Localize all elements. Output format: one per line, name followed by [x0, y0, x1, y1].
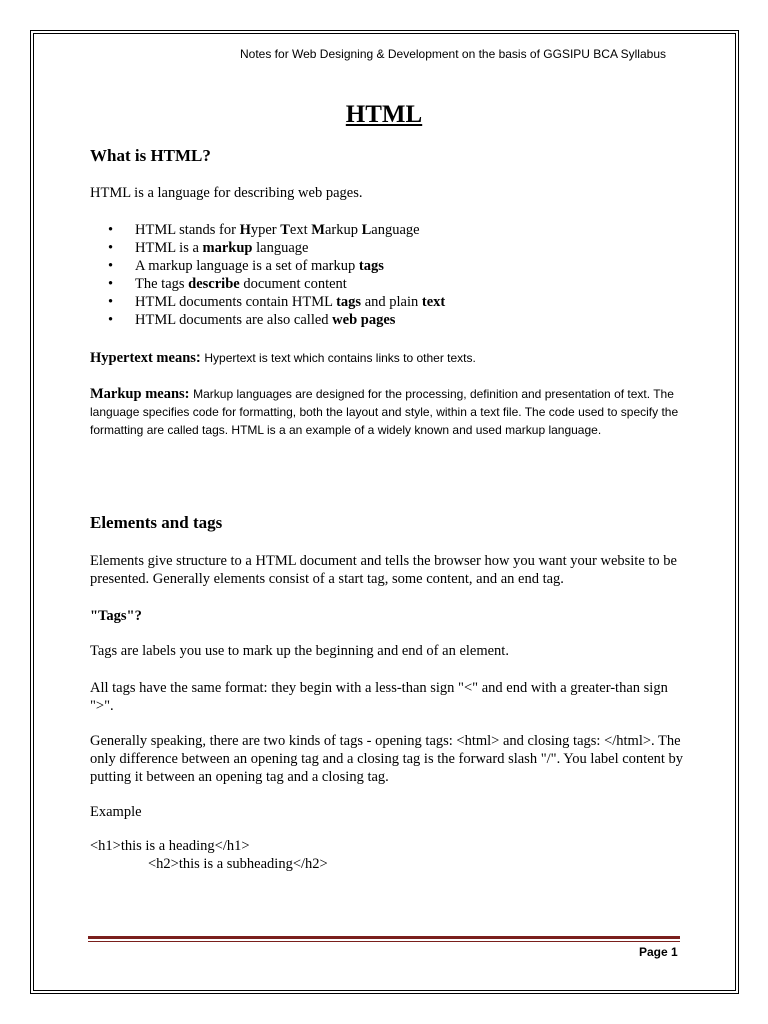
list-item: • HTML documents are also called web pages	[108, 311, 445, 329]
code-example	[90, 837, 690, 873]
feature-bullet-list	[108, 221, 445, 329]
hypertext-text: Hypertext is text which contains links to other texts.	[204, 351, 476, 365]
example-label: Example	[90, 804, 142, 820]
section-heading-what-is-html: What is HTML?	[90, 146, 211, 165]
hypertext-colon: :	[195, 350, 201, 366]
list-item: • HTML documents contain HTML tags and plain text	[108, 293, 445, 311]
section-heading-elements-and-tags: Elements and tags	[90, 513, 223, 532]
page-title: HTML	[345, 101, 423, 128]
intro-paragraph: HTML is a language for describing web pages.	[90, 185, 363, 201]
markup-label: Markup means:	[90, 386, 190, 402]
hypertext-label: Hypertext means	[90, 350, 196, 366]
header-note: Notes for Web Designing & Development on the basis of GGSIPU BCA Syllabus	[240, 47, 666, 61]
page-number: Page 1	[639, 945, 678, 959]
code-line-h1: <h1>this is a heading</h1>	[90, 838, 250, 854]
tags-kinds-paragraph: Generally speaking, there are two kinds of tags - opening tags: <html> and closing tags: </html>. The only difference between an opening tag and a closing tag is the forward slash "/". You label content by putting it between an opening tag and a closing tag.	[90, 733, 684, 785]
code-line-h2: <h2>this is a subheading</h2>	[148, 856, 328, 872]
tags-paragraph: Tags are labels you use to mark up the beginning and end of an element.	[90, 643, 509, 659]
list-item: • The tags describe document content	[108, 275, 445, 293]
list-item: • A markup language is a set of markup tags	[108, 257, 445, 275]
tags-format-paragraph: All tags have the same format: they begin with a less-than sign "<" and end with a greater-than sign ">".	[90, 680, 668, 714]
markup-definition	[90, 385, 688, 439]
footer-rule-thin	[88, 941, 680, 942]
tags-subheading: "Tags"?	[90, 608, 142, 624]
elements-paragraph: Elements give structure to a HTML document and tells the browser how you want your website to be presented. Generally elements consist of a start tag, some content, and an end tag.	[90, 553, 677, 587]
list-item: • HTML stands for Hyper Text Markup Language	[108, 221, 445, 239]
markup-text: Markup languages are designed for the processing, definition and presentation of text. The language specifies code for formatting, both the layout and style, within a text file. The code used to specify the formatting are called tags. HTML is a an example of a widely known and used markup language.	[90, 387, 679, 437]
list-item: • HTML is a markup language	[108, 239, 445, 257]
footer-rule-thick	[88, 936, 680, 939]
hypertext-definition	[90, 349, 690, 367]
